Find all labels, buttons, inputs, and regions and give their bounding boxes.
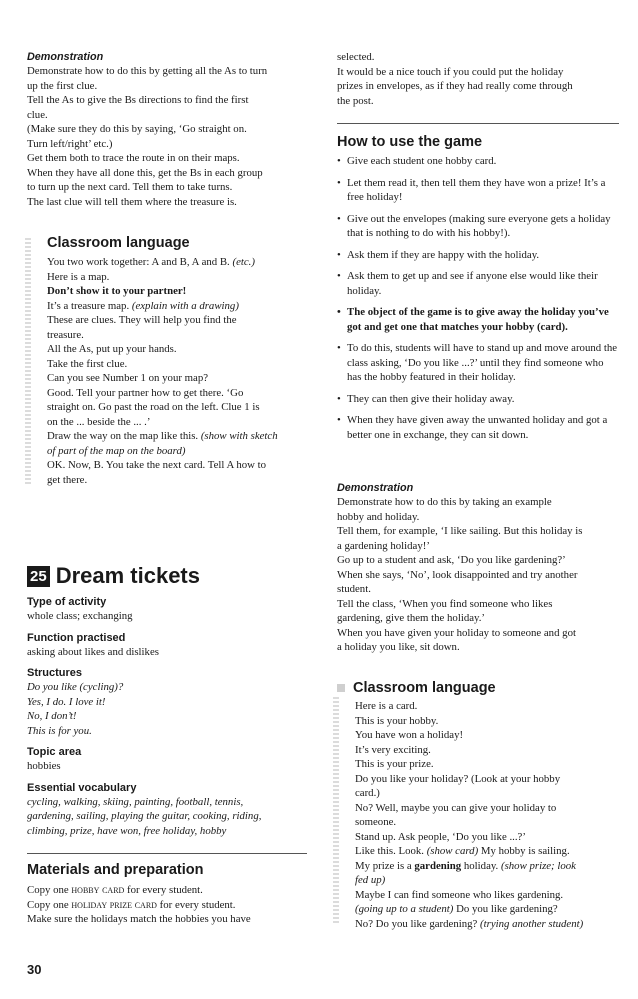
- structure-item: Yes, I do. I love it!: [27, 695, 106, 708]
- card-name: hobby card: [71, 884, 125, 896]
- demo-line: Get them both to trace the route in on their maps.: [27, 152, 240, 164]
- type-heading: Type of activity: [27, 596, 107, 608]
- list-item: • Ask them if they are happy with the holiday.: [337, 248, 619, 263]
- demo-line: Go up to a student and ask, ‘Do you like gardening?’: [337, 554, 566, 566]
- demo-line: a holiday you like, sit down.: [337, 641, 460, 653]
- stripe-decoration: [25, 238, 31, 484]
- classroom-language-heading: Classroom language: [47, 235, 190, 251]
- classroom-language-heading: [337, 679, 619, 697]
- materials-line: for every student.: [127, 884, 203, 896]
- classroom-line: This is your hobby.: [355, 714, 439, 727]
- classroom-line: No? Well, maybe you can give your holiday to: [355, 801, 557, 814]
- classroom-line: It’s very exciting.: [355, 743, 431, 756]
- materials-line: for every student.: [159, 898, 236, 911]
- classroom-note: of part of the map on the board): [47, 444, 186, 457]
- classroom-line: get there.: [47, 473, 88, 486]
- classroom-line: Here is a map.: [47, 270, 110, 283]
- continued-line: the post.: [337, 94, 374, 107]
- demo-line: Tell the class, ‘When you find someone who likes: [337, 597, 553, 610]
- classroom-line: You two work together: A and B, A and B.: [47, 256, 230, 268]
- classroom-line: on the ... beside the ... .’: [47, 415, 151, 428]
- classroom-line: Maybe I can find someone who likes gardening.: [355, 888, 564, 901]
- page-number: 30: [27, 962, 42, 977]
- classroom-line: holiday.: [463, 859, 499, 872]
- classroom-line: My prize is a: [355, 859, 412, 872]
- demo-line: (Make sure they do this by saying, ‘Go straight on.: [27, 123, 247, 135]
- continued-line: prizes in envelopes, as if they had really come through: [337, 80, 573, 92]
- demo-line: The last clue will tell them where the treasure is.: [27, 195, 237, 208]
- list-item: • They can then give their holiday away.: [337, 392, 619, 407]
- demo-line: Tell the As to give the Bs directions to find the first: [27, 94, 249, 106]
- how-to-use-heading: How to use the game: [337, 134, 483, 150]
- classroom-line: You have won a holiday!: [355, 729, 464, 741]
- classroom-note: (etc.): [232, 256, 255, 268]
- classroom-note: (explain with a drawing): [131, 299, 239, 312]
- continued-line: selected.: [337, 51, 375, 63]
- classroom-line: Take the first clue.: [47, 357, 128, 370]
- how-to-use-list: [337, 154, 619, 442]
- vocabulary-line: cycling, walking, skiing, painting, football, tennis,: [27, 795, 244, 808]
- demo-line: Tell them, for example, ‘I like sailing. But this holiday is: [337, 525, 583, 537]
- classroom-language-section-right: [337, 679, 619, 931]
- classroom-note: (show prize; look: [500, 859, 576, 872]
- activity-number-badge: 25: [27, 566, 50, 587]
- activity-title: [27, 563, 313, 589]
- demo-line: Demonstrate how to do this by getting all the As to turn: [27, 65, 268, 77]
- classroom-line: OK. Now, B. You take the next card. Tell A how to: [47, 459, 267, 471]
- classroom-line: Do you like gardening?: [456, 903, 558, 915]
- classroom-line: card.): [355, 787, 380, 799]
- classroom-line: This is your prize.: [355, 758, 434, 770]
- classroom-line: Draw the way on the map like this.: [47, 430, 199, 442]
- demo-line: hobby and holiday.: [337, 510, 420, 523]
- classroom-line: Here is a card.: [355, 700, 418, 712]
- classroom-line-bold: Don’t show it to your partner!: [47, 285, 187, 297]
- vocabulary-line: gardening, sailing, playing the guitar, cooking, riding,: [27, 810, 262, 822]
- list-item: • To do this, students will have to stand up and move around the class asking, ‘Do you like ...?’ until they find someone who has the hobby featured in their holiday.: [337, 341, 619, 385]
- materials-line: Copy one: [27, 898, 69, 911]
- list-item: • Let them read it, then tell them they have won a prize! It’s a free holiday!: [337, 176, 619, 205]
- continued-line: It would be a nice touch if you could put the holiday: [337, 65, 564, 78]
- topic-value: hobbies: [27, 760, 61, 772]
- classroom-line: These are clues. They will help you find the: [47, 314, 237, 326]
- section-divider: [27, 853, 307, 854]
- classroom-note: (show with sketch: [200, 430, 278, 442]
- classroom-line: straight on. Go past the road on the left. Clue 1 is: [47, 401, 260, 413]
- continued-text: [337, 50, 619, 108]
- structure-item: Do you like (cycling)?: [27, 681, 124, 693]
- demo-line: a gardening holiday!’: [337, 539, 430, 552]
- function-value: asking about likes and dislikes: [27, 645, 159, 658]
- how-to-use-section: [337, 133, 619, 449]
- demo-line: to turn up the next card. Tell them to take turns.: [27, 181, 233, 193]
- list-item: • When they have given away the unwanted holiday and got a better one in exchange, they can sit down.: [337, 413, 619, 442]
- classroom-line: My hobby is sailing.: [480, 845, 570, 857]
- demo-line: When they have all done this, get the Bs in each group: [27, 166, 263, 179]
- classroom-note: (show card): [426, 845, 479, 857]
- list-item: • Ask them to get up and see if anyone else would like their holiday.: [337, 269, 619, 298]
- classroom-line: No? Do you like gardening?: [355, 917, 478, 930]
- demo-line: Demonstrate how to do this by taking an example: [337, 496, 552, 508]
- topic-heading: Topic area: [27, 746, 82, 758]
- classroom-language-heading-text: Classroom language: [353, 680, 496, 696]
- demo-line: student.: [337, 583, 371, 595]
- classroom-emphasis: gardening: [414, 859, 462, 872]
- classroom-line: All the As, put up your hands.: [47, 343, 177, 355]
- demonstration-heading: Demonstration: [27, 51, 104, 63]
- classroom-note: fed up): [355, 874, 386, 886]
- materials-section: [27, 861, 313, 927]
- vocabulary-line: climbing, prize, have won, free holiday, hobby: [27, 824, 227, 837]
- materials-line: Make sure the holidays match the hobbies you have: [27, 913, 251, 925]
- demonstration-heading: Demonstration: [337, 482, 414, 494]
- demo-line: Turn left/right’ etc.): [27, 137, 113, 150]
- structure-item: No, I don’t!: [27, 710, 77, 722]
- activity-title-text: Dream tickets: [55, 563, 200, 588]
- classroom-line: Good. Tell your partner how to get there. ‘Go: [47, 386, 244, 399]
- classroom-line: someone.: [355, 816, 397, 828]
- demo-line: When she says, ‘No’, look disappointed and try another: [337, 568, 578, 581]
- activity-section: [27, 563, 313, 838]
- demonstration-section-left: [27, 50, 313, 209]
- classroom-line: Stand up. Ask people, ‘Do you like ...?’: [355, 830, 526, 843]
- card-name: holiday prize card: [71, 898, 157, 911]
- vocabulary-heading: Essential vocabulary: [27, 781, 137, 794]
- classroom-line: It’s a treasure map.: [47, 299, 130, 312]
- section-marker-icon: [337, 684, 345, 692]
- classroom-language-section-left: [27, 234, 313, 487]
- classroom-line: Can you see Number 1 on your map?: [47, 372, 209, 384]
- stripe-decoration: [333, 697, 339, 923]
- structure-item: This is for you.: [27, 724, 92, 737]
- classroom-note: (trying another student): [480, 917, 584, 930]
- demo-line: up the first clue.: [27, 79, 98, 92]
- classroom-line: treasure.: [47, 328, 84, 341]
- list-item: • Give out the envelopes (making sure everyone gets a holiday that is nothing to do with his hobby!).: [337, 212, 619, 241]
- demo-line: gardening, give them the holiday.’: [337, 612, 486, 624]
- demo-line: When you have given your holiday to someone and got: [337, 626, 576, 639]
- classroom-note: (going up to a student): [355, 903, 454, 915]
- type-value: whole class; exchanging: [27, 610, 133, 622]
- structures-heading: Structures: [27, 667, 83, 679]
- list-item: • Give each student one hobby card.: [337, 154, 619, 169]
- demo-line: clue.: [27, 108, 48, 121]
- materials-line: Copy one: [27, 884, 69, 896]
- classroom-line: Do you like your holiday? (Look at your hobby: [355, 772, 561, 785]
- classroom-line: Like this. Look.: [355, 845, 424, 857]
- section-divider: [337, 123, 619, 124]
- materials-heading: Materials and preparation: [27, 862, 204, 878]
- function-heading: Function practised: [27, 631, 126, 644]
- list-item-bold: • The object of the game is to give away the holiday you’ve got and get one that matches your hobby (card).: [337, 305, 619, 334]
- demonstration-section-right: [337, 481, 619, 655]
